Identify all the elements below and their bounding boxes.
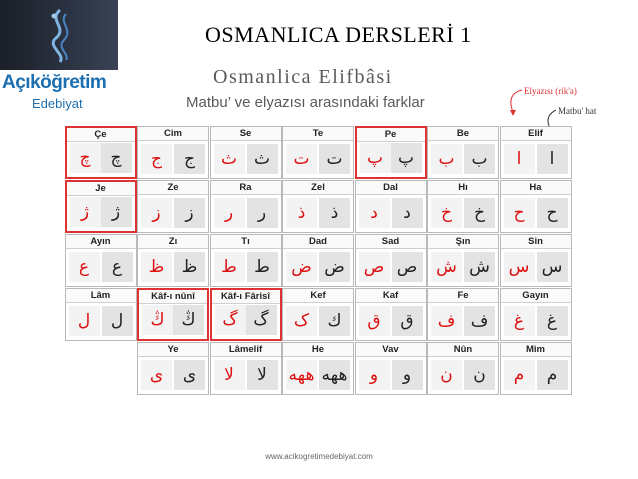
printed-glyph: ع <box>102 252 133 282</box>
letter-name: Sad <box>356 235 426 249</box>
printed-glyph: ق <box>392 306 423 336</box>
letter-name: He <box>283 343 353 357</box>
letter-cell <box>282 288 354 341</box>
letter-name: Te <box>283 127 353 141</box>
letter-name: Mim <box>501 343 571 357</box>
letter-name: Sin <box>501 235 571 249</box>
handwritten-glyph: ژ <box>70 197 101 227</box>
handwritten-glyph: ک <box>286 306 317 336</box>
letter-cell <box>65 234 137 287</box>
letter-cell <box>427 126 499 179</box>
printed-glyph: ر <box>247 198 278 228</box>
letter-name: Zı <box>138 235 208 249</box>
letter-name: Be <box>428 127 498 141</box>
handwritten-glyph: ذ <box>286 198 317 228</box>
letter-name: Zel <box>283 181 353 195</box>
letter-name: Ha <box>501 181 571 195</box>
printed-glyph: ش <box>464 252 495 282</box>
letter-cell <box>137 126 209 179</box>
printed-glyph: ط <box>247 252 278 282</box>
handwritten-glyph: ا <box>504 144 535 174</box>
letter-name: Ayın <box>66 235 136 249</box>
printed-glyph: م <box>537 360 568 390</box>
slide-title: OSMANLICA DERSLERİ 1 <box>205 22 472 47</box>
letter-name: Je <box>67 182 135 196</box>
printed-glyph: س <box>537 252 568 282</box>
handwritten-glyph: ق <box>359 306 390 336</box>
letter-cell <box>282 180 354 233</box>
printed-glyph: ل <box>102 306 133 336</box>
handwritten-glyph: م <box>504 360 535 390</box>
letter-cell <box>427 180 499 233</box>
handwritten-glyph: ج <box>141 144 172 174</box>
letter-name: Kâf-ı Fârisî <box>212 290 280 304</box>
letter-name: Ra <box>211 181 281 195</box>
letter-cell <box>137 342 209 395</box>
legend-handwritten: Elyazısı (rik'a) <box>524 86 577 96</box>
handwritten-glyph: گ <box>215 305 246 335</box>
letter-cell <box>355 342 427 395</box>
printed-glyph: ڭ <box>173 305 204 335</box>
letter-name: Pe <box>357 128 425 142</box>
printed-glyph: ظ <box>174 252 205 282</box>
handwritten-glyph: د <box>359 198 390 228</box>
handwritten-glyph: ب <box>431 144 462 174</box>
printed-glyph: ا <box>537 144 568 174</box>
letter-cell <box>282 342 354 395</box>
printed-glyph: ك <box>319 306 350 336</box>
handwritten-glyph: خ <box>431 198 462 228</box>
letter-cell <box>137 288 209 341</box>
letter-cell <box>500 234 572 287</box>
letter-cell <box>210 342 282 395</box>
footer-url: www.acikogretimedebiyat.com <box>265 452 373 461</box>
handwritten-glyph: ڭ <box>142 305 173 335</box>
letter-name: Dal <box>356 181 426 195</box>
printed-glyph: خ <box>464 198 495 228</box>
letter-name: Çe <box>67 128 135 142</box>
letter-cell <box>355 126 427 179</box>
letter-name: Ye <box>138 343 208 357</box>
handwritten-glyph: ص <box>359 252 390 282</box>
handwritten-glyph: ى <box>141 360 172 390</box>
printed-glyph: ن <box>464 360 495 390</box>
letter-cell <box>500 342 572 395</box>
printed-glyph: د <box>392 198 423 228</box>
printed-glyph: ث <box>247 144 278 174</box>
handwritten-glyph: ت <box>286 144 317 174</box>
letter-cell <box>427 342 499 395</box>
letter-name: Kâf-ı nûnî <box>139 290 207 304</box>
letter-cell <box>210 234 282 287</box>
letter-cell <box>500 288 572 341</box>
handwritten-glyph: س <box>504 252 535 282</box>
letter-name: Cim <box>138 127 208 141</box>
letter-name: Elif <box>501 127 571 141</box>
printed-glyph: گ <box>246 305 277 335</box>
letter-name: Vav <box>356 343 426 357</box>
handwritten-glyph: ع <box>69 252 100 282</box>
letter-cell <box>137 234 209 287</box>
handwritten-glyph: ر <box>214 198 245 228</box>
letter-cell <box>282 234 354 287</box>
printed-glyph: ب <box>464 144 495 174</box>
letter-name: Dad <box>283 235 353 249</box>
letter-name: Ze <box>138 181 208 195</box>
printed-glyph: ههه <box>319 360 350 390</box>
letter-cell <box>210 288 282 341</box>
letter-cell <box>500 126 572 179</box>
printed-glyph: ذ <box>319 198 350 228</box>
letter-cell <box>427 288 499 341</box>
printed-glyph: ض <box>319 252 350 282</box>
handwritten-glyph: ف <box>431 306 462 336</box>
letter-name: Se <box>211 127 281 141</box>
printed-glyph: ف <box>464 306 495 336</box>
legend-printed: Matbu' hat <box>558 106 597 116</box>
letter-cell <box>65 126 137 179</box>
letter-cell <box>210 126 282 179</box>
printed-glyph: ز <box>174 198 205 228</box>
chart-subheading: Matbu’ ve elyazısı arasındaki farklar <box>186 94 425 111</box>
printed-glyph: ژ <box>101 197 132 227</box>
handwritten-glyph: ل <box>69 306 100 336</box>
letter-name: Lâmelif <box>211 343 281 357</box>
logo-subtitle: Edebiyat <box>32 96 83 111</box>
printed-glyph: چ <box>101 143 132 173</box>
letter-cell <box>355 288 427 341</box>
chart-heading: Osmanlica Elifbâsi <box>213 66 393 88</box>
printed-glyph: ح <box>537 198 568 228</box>
logo-name: Açıköğretim <box>2 72 107 93</box>
letter-name: Kef <box>283 289 353 303</box>
letter-cell <box>137 180 209 233</box>
letter-name: Nûn <box>428 343 498 357</box>
letter-name: Tı <box>211 235 281 249</box>
handwritten-glyph: لا <box>214 360 245 390</box>
handwritten-glyph: ض <box>286 252 317 282</box>
letter-cell <box>355 234 427 287</box>
printed-glyph: ى <box>174 360 205 390</box>
printed-glyph: ص <box>392 252 423 282</box>
handwritten-glyph: چ <box>70 143 101 173</box>
handwritten-glyph: پ <box>360 143 391 173</box>
printed-glyph: ت <box>319 144 350 174</box>
handwritten-glyph: ش <box>431 252 462 282</box>
letter-cell <box>282 126 354 179</box>
printed-glyph: و <box>392 360 423 390</box>
letter-cell <box>65 288 137 341</box>
letter-cell <box>355 180 427 233</box>
letter-name: Kaf <box>356 289 426 303</box>
printed-glyph: پ <box>391 143 422 173</box>
letter-name: Lâm <box>66 289 136 303</box>
letter-name: Fe <box>428 289 498 303</box>
handwritten-glyph: غ <box>504 306 535 336</box>
handwritten-glyph: ز <box>141 198 172 228</box>
printed-glyph: غ <box>537 306 568 336</box>
letter-cell <box>210 180 282 233</box>
handwritten-glyph: ط <box>214 252 245 282</box>
handwritten-glyph: ث <box>214 144 245 174</box>
handwritten-glyph: ن <box>431 360 462 390</box>
letter-cell <box>500 180 572 233</box>
handwritten-glyph: ح <box>504 198 535 228</box>
handwritten-glyph: و <box>359 360 390 390</box>
printed-glyph: لا <box>247 360 278 390</box>
letter-name: Gayın <box>501 289 571 303</box>
letter-name: Hı <box>428 181 498 195</box>
printed-glyph: ج <box>174 144 205 174</box>
handwritten-glyph: ظ <box>141 252 172 282</box>
letter-cell <box>427 234 499 287</box>
letter-cell <box>65 180 137 233</box>
letter-name: Şın <box>428 235 498 249</box>
handwritten-glyph: ههه <box>286 360 317 390</box>
